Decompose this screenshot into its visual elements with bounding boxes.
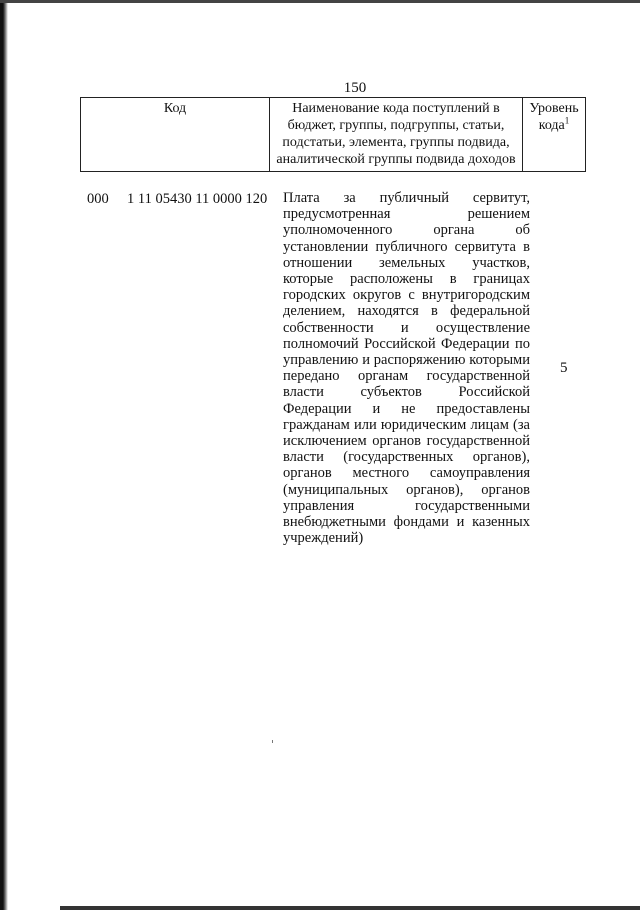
description-line: управления государственными [283, 497, 530, 514]
header-level [523, 98, 586, 172]
header-name-line: Наименование кода поступлений в [292, 101, 500, 116]
header-name-line: аналитической группы подвида доходов [276, 152, 516, 167]
description-line: установлении публичного сервитута в [283, 238, 530, 255]
revenue-description [283, 190, 530, 546]
footnote-marker: 1 [564, 115, 570, 126]
budget-classification-code: 1 11 05430 11 0000 120 [127, 191, 268, 207]
description-line: делением, находятся в федеральной [283, 303, 530, 320]
scan-border-bottom [60, 906, 640, 910]
scan-border-top [0, 0, 640, 3]
header-name-line: подстатьи, элемента, группы подвида, [282, 135, 510, 150]
header-table [80, 97, 586, 172]
description-line: Плата за публичный сервитут, [283, 190, 530, 206]
description-line: власти субъектов Российской [283, 384, 530, 401]
description-line: которые расположены в границах [283, 271, 530, 288]
description-line: власти (государственных органов), [283, 449, 530, 466]
header-level-line2: кода [538, 118, 565, 133]
description-line: исключением органов государственной [283, 433, 530, 450]
description-line: полномочий Российской Федерации по [283, 335, 530, 352]
header-name-line: бюджет, группы, подгруппы, статьи, [287, 118, 505, 133]
header-level-line1: Уровень [529, 101, 579, 116]
header-code [81, 98, 270, 172]
description-line: управлению и распоряжению которыми [283, 352, 530, 369]
code-level: 5 [560, 360, 568, 376]
description-line: (муниципальных органов), органов [283, 481, 530, 498]
description-line: отношении земельных участков, [283, 254, 530, 271]
page-number: 150 [343, 80, 367, 96]
description-line: внебюджетными фондами и казенных [283, 514, 530, 531]
description-line: собственности и осуществление [283, 319, 530, 336]
header-name [270, 98, 523, 172]
header-code-label: Код [163, 101, 187, 116]
admin-code: 000 [87, 191, 109, 207]
scan-border-left [0, 0, 8, 910]
description-line: Федерации и не предоставлены [283, 400, 530, 417]
description-line: учреждений) [283, 530, 364, 547]
description-line: передано органам государственной [283, 368, 530, 385]
description-line: гражданам или юридическим лицам (за [283, 416, 530, 433]
description-line: органов местного самоуправления [283, 465, 530, 482]
description-line: уполномоченного органа об [283, 222, 530, 239]
description-line: предусмотренная решением [283, 206, 530, 223]
header-row [81, 98, 586, 172]
scan-speck [272, 740, 273, 743]
description-line: городских округов с внутригородским [283, 287, 530, 304]
